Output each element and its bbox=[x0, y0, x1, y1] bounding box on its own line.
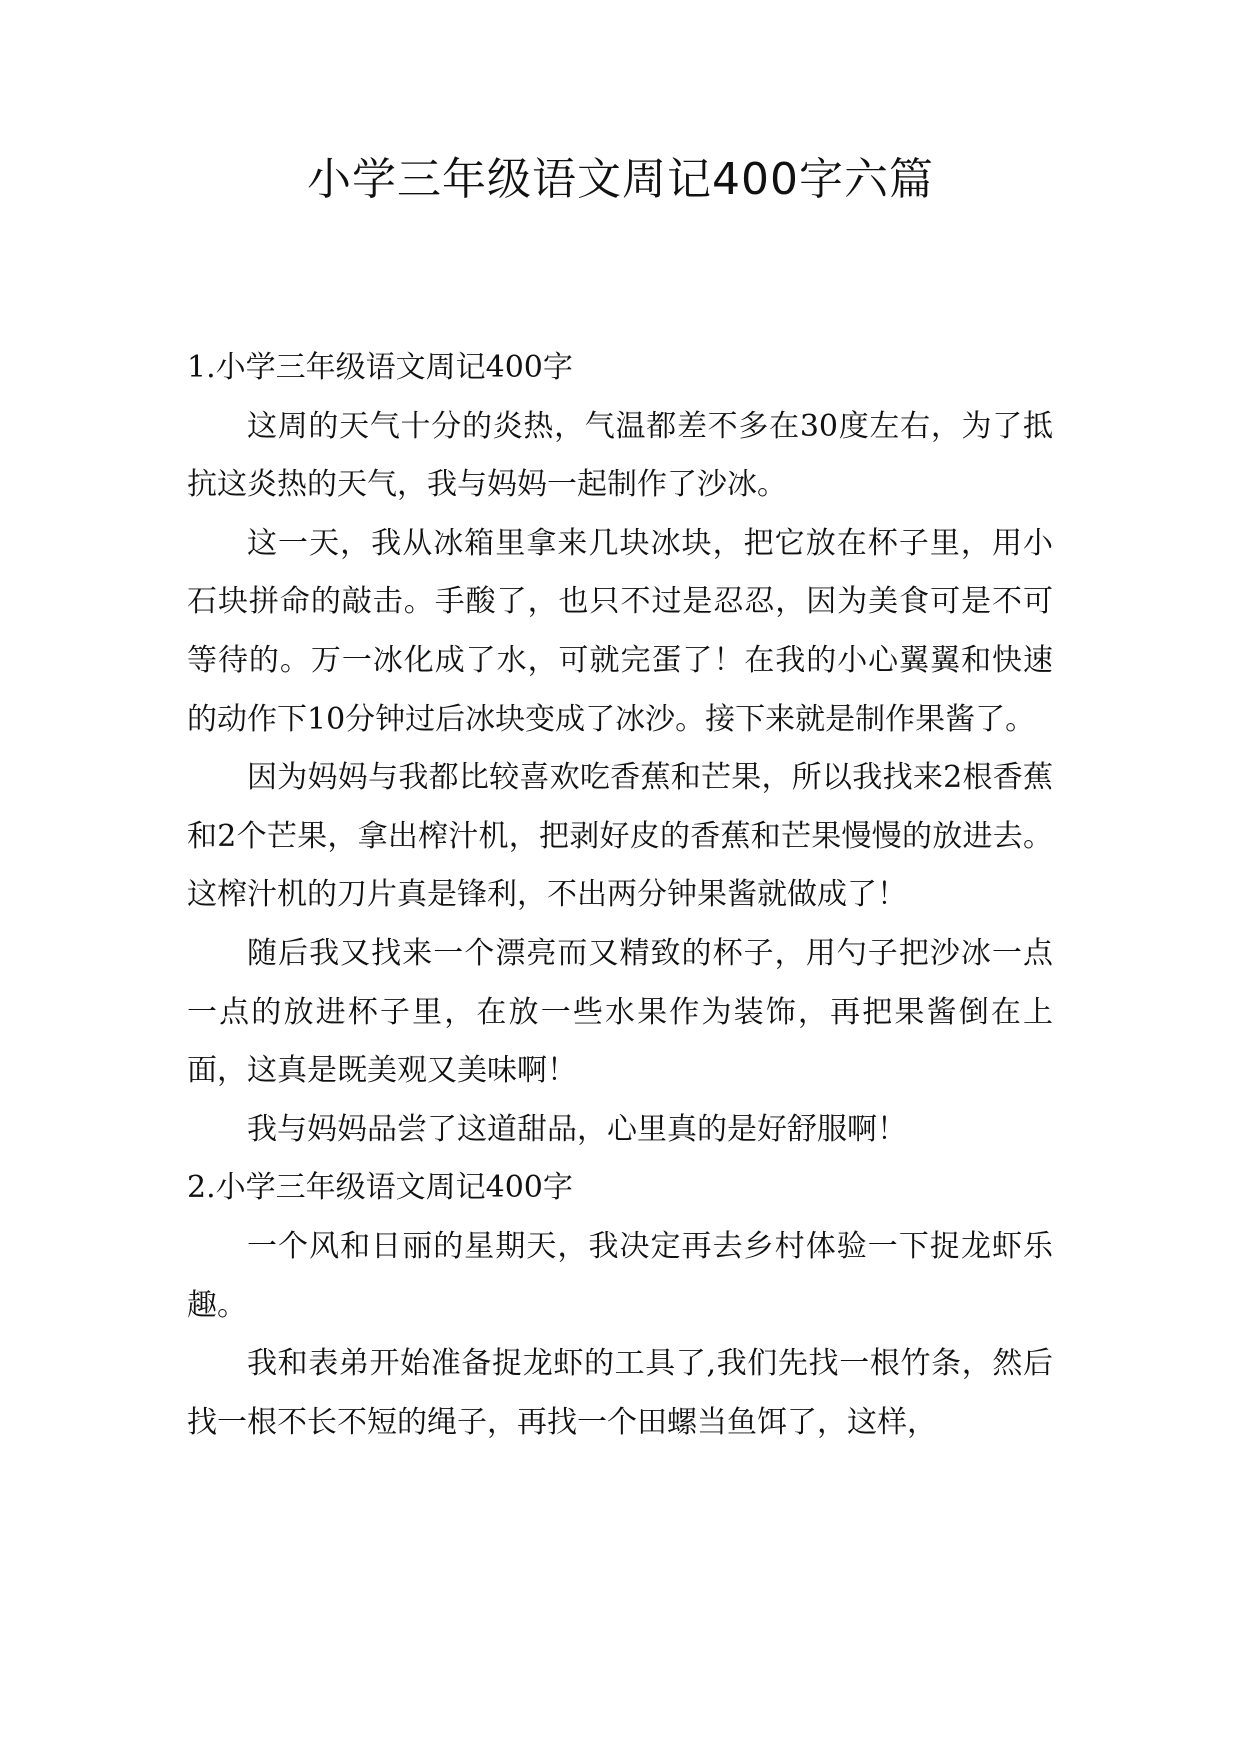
document-body bbox=[187, 339, 1053, 1452]
document-title: 小学三年级语文周记400字六篇 bbox=[307, 154, 934, 205]
paragraph: 一个风和日丽的星期天，我决定再去乡村体验一下捉龙虾乐趣。 bbox=[187, 1228, 1053, 1323]
section-heading-1: 1.小学三年级语文周记400字 bbox=[187, 350, 573, 385]
paragraph: 随后我又找来一个漂亮而又精致的杯子，用勺子把沙冰一点一点的放进杯子里，在放一些水果作为装饰，再把果酱倒在上面，这真是既美观又美味啊！ bbox=[187, 935, 1053, 1089]
paragraph: 我和表弟开始准备捉龙虾的工具了,我们先找一根竹条，然后找一根不长不短的绳子，再找一个田螺当鱼饵了，这样， bbox=[187, 1346, 1053, 1440]
paragraph: 我与妈妈品尝了这道甜品，心里真的是好舒服啊！ bbox=[247, 1111, 907, 1147]
section-heading-2: 2.小学三年级语文周记400字 bbox=[187, 1170, 573, 1206]
paragraph: 这一天，我从冰箱里拿来几块冰块，把它放在杯子里，用小石块拼命的敲击。手酸了，也只不过是忍忍，因为美食可是不可等待的。万一冰化成了水，可就完蛋了！在我的小心翼翼和快速的动作下10分钟过后冰块变成了冰沙。接下来就是制作果酱了。 bbox=[187, 525, 1053, 737]
paragraph: 这周的天气十分的炎热，气温都差不多在30度左右，为了抵抗这炎热的天气，我与妈妈一起制作了沙冰。 bbox=[187, 408, 1053, 503]
paragraph: 因为妈妈与我都比较喜欢吃香蕉和芒果，所以我找来2根香蕉和2个芒果，拿出榨汁机，把剥好皮的香蕉和芒果慢慢的放进去。这榨汁机的刀片真是锋利，不出两分钟果酱就做成了！ bbox=[187, 760, 1053, 913]
